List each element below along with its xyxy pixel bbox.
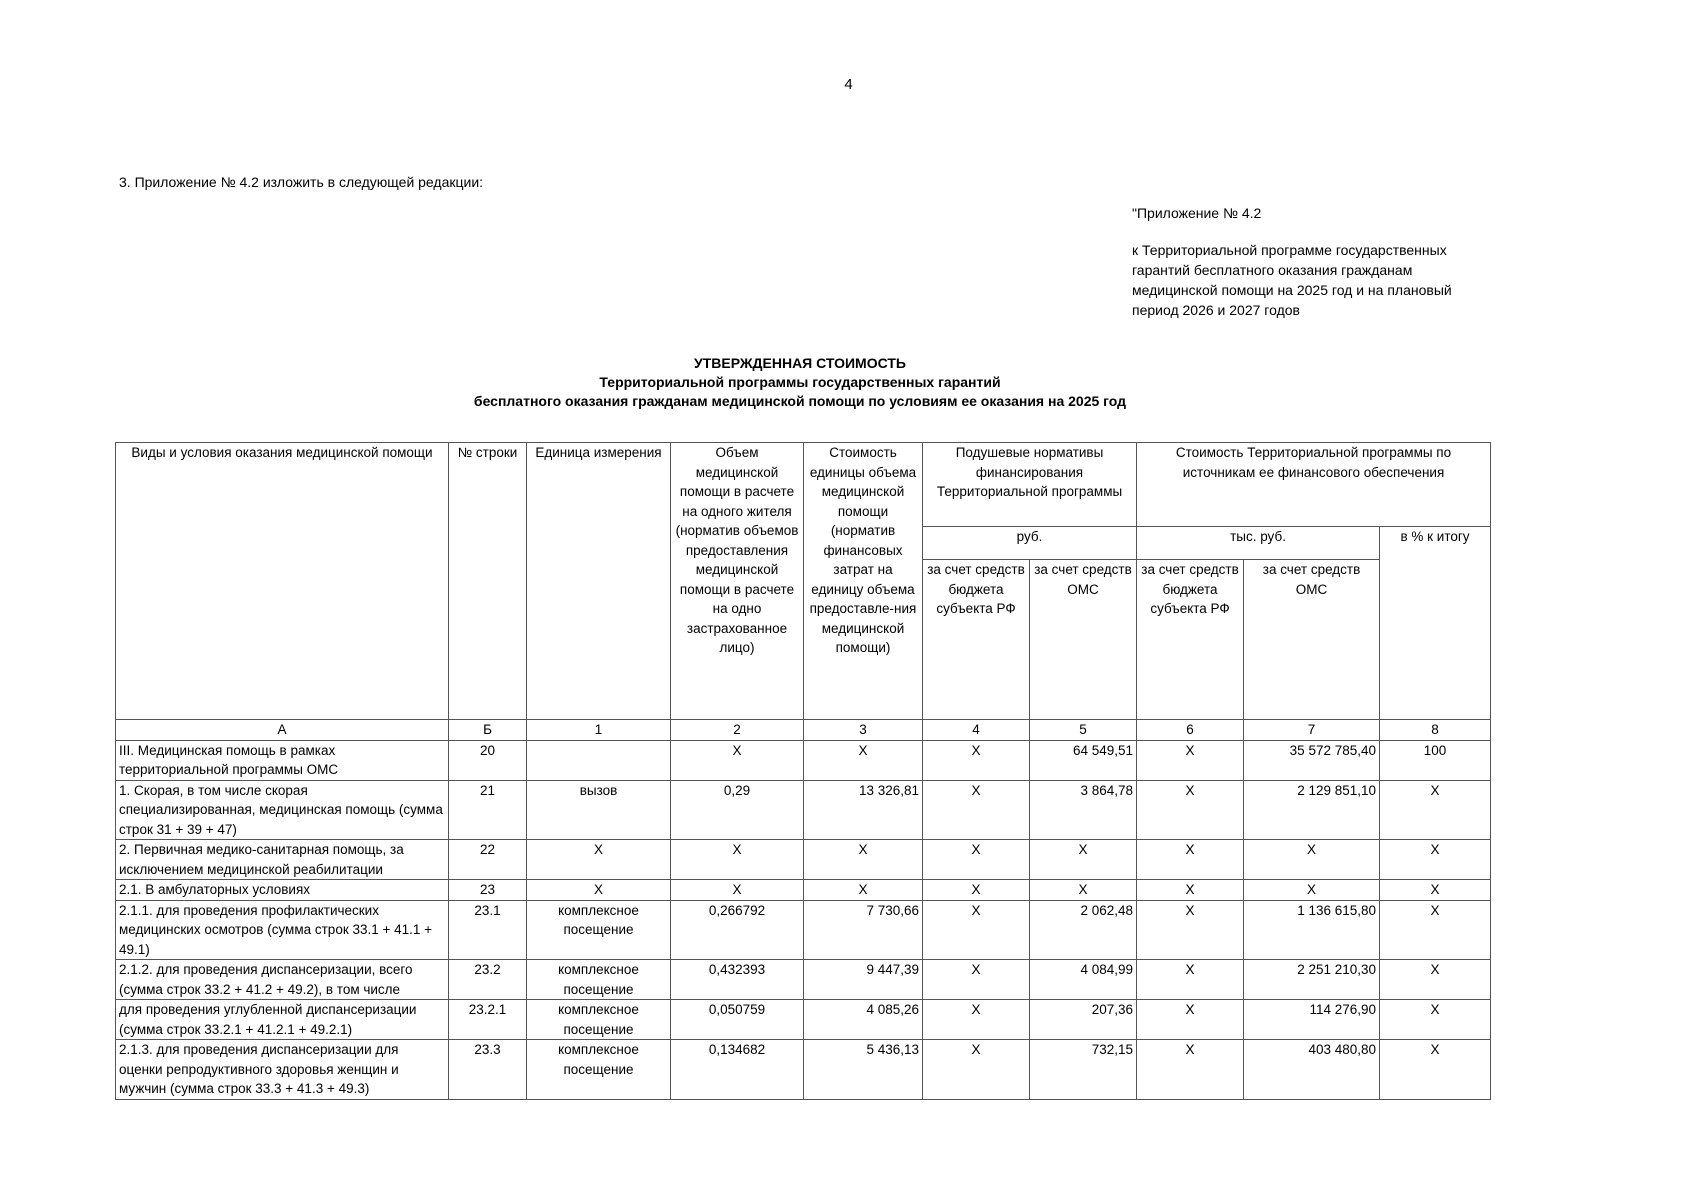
cell-percent: X bbox=[1380, 880, 1491, 901]
cell-oms-per-capita: 64 549,51 bbox=[1030, 740, 1137, 780]
cell-budget-total: X bbox=[1137, 740, 1244, 780]
cell-percent: X bbox=[1380, 1000, 1491, 1040]
cell-num: 22 bbox=[449, 840, 527, 880]
cell-budget-total: X bbox=[1137, 880, 1244, 901]
cell-oms-total: 2 129 851,10 bbox=[1244, 780, 1380, 840]
cell-unit-cost: 7 730,66 bbox=[804, 900, 923, 960]
cell-num: 23.2 bbox=[449, 960, 527, 1000]
cell-budget-per-capita: X bbox=[923, 900, 1030, 960]
index-cell: 1 bbox=[527, 720, 671, 741]
page-number: 4 bbox=[844, 76, 853, 93]
cell-budget-total: X bbox=[1137, 780, 1244, 840]
cell-oms-total: 35 572 785,40 bbox=[1244, 740, 1380, 780]
cell-unit bbox=[527, 740, 671, 780]
cell-name: для проведения углубленной диспансеризации (сумма строк 33.2.1 + 41.2.1 + 49.2.1) bbox=[116, 1000, 449, 1040]
cell-oms-total: 114 276,90 bbox=[1244, 1000, 1380, 1040]
cell-budget-total: X bbox=[1137, 900, 1244, 960]
heading-line-2: Территориальной программы государственных гарантий bbox=[599, 374, 1001, 390]
cell-num: 23.2.1 bbox=[449, 1000, 527, 1040]
cell-unit-cost: 5 436,13 bbox=[804, 1040, 923, 1100]
intro-text: 3. Приложение № 4.2 изложить в следующей редакции: bbox=[119, 174, 484, 190]
cell-oms-per-capita: X bbox=[1030, 840, 1137, 880]
cell-oms-total: X bbox=[1244, 840, 1380, 880]
cell-percent: X bbox=[1380, 960, 1491, 1000]
appendix-line: гарантий бесплатного оказания гражданам bbox=[1132, 262, 1413, 278]
index-cell: 3 bbox=[804, 720, 923, 741]
cell-budget-per-capita: X bbox=[923, 740, 1030, 780]
cell-budget-per-capita: X bbox=[923, 1040, 1030, 1100]
header-volume: Объем медицинской помощи в расчете на одного жителя (норматив объемов предоставления медицинской помощи в расчете на одно застрахованное лицо) bbox=[671, 443, 804, 720]
cell-oms-per-capita: 2 062,48 bbox=[1030, 900, 1137, 960]
header-thous-rub: тыс. руб. bbox=[1137, 527, 1380, 560]
cell-oms-per-capita: 4 084,99 bbox=[1030, 960, 1137, 1000]
table-row bbox=[116, 840, 1491, 880]
cell-volume: 0,050759 bbox=[671, 1000, 804, 1040]
header-unit: Единица измерения bbox=[527, 443, 671, 720]
cell-oms-per-capita: 3 864,78 bbox=[1030, 780, 1137, 840]
cell-unit: комплексное посещение bbox=[527, 960, 671, 1000]
cell-unit: X bbox=[527, 840, 671, 880]
index-cell: 5 bbox=[1030, 720, 1137, 741]
index-cell: Б bbox=[449, 720, 527, 741]
cell-budget-per-capita: X bbox=[923, 780, 1030, 840]
cell-budget-per-capita: X bbox=[923, 840, 1030, 880]
appendix-line: медицинской помощи на 2025 год и на плановый bbox=[1132, 282, 1452, 298]
cell-name: 2.1.3. для проведения диспансеризации для оценки репродуктивного здоровья женщин и мужчин (сумма строк 33.3 + 41.3 + 49.3) bbox=[116, 1040, 449, 1100]
document-heading bbox=[0, 354, 1600, 411]
cell-unit-cost: 4 085,26 bbox=[804, 1000, 923, 1040]
header-oms-per-capita: за счет средств ОМС bbox=[1030, 560, 1137, 720]
cell-budget-total: X bbox=[1137, 840, 1244, 880]
cell-name: 1. Скорая, в том числе скорая специализированная, медицинская помощь (сумма строк 31 + 39 + 47) bbox=[116, 780, 449, 840]
cell-unit: вызов bbox=[527, 780, 671, 840]
table-row bbox=[116, 960, 1491, 1000]
cell-budget-per-capita: X bbox=[923, 880, 1030, 901]
header-row-number: № строки bbox=[449, 443, 527, 720]
header-cost-group: Стоимость Территориальной программы по источникам ее финансового обеспечения bbox=[1137, 443, 1491, 527]
cost-table bbox=[115, 442, 1491, 1100]
cell-oms-total: 1 136 615,80 bbox=[1244, 900, 1380, 960]
index-cell: А bbox=[116, 720, 449, 741]
index-cell: 4 bbox=[923, 720, 1030, 741]
cell-percent: X bbox=[1380, 780, 1491, 840]
cell-percent: X bbox=[1380, 840, 1491, 880]
cell-num: 23.3 bbox=[449, 1040, 527, 1100]
cell-volume: X bbox=[671, 880, 804, 901]
appendix-line: период 2026 и 2027 годов bbox=[1132, 302, 1300, 318]
heading-line-3: бесплатного оказания гражданам медицинской помощи по условиям ее оказания на 2025 год bbox=[473, 393, 1127, 409]
header-budget-total: за счет средств бюджета субъекта РФ bbox=[1137, 560, 1244, 720]
header-per-capita-group: Подушевые нормативы финансирования Территориальной программы bbox=[923, 443, 1137, 527]
cell-oms-total: 403 480,80 bbox=[1244, 1040, 1380, 1100]
cell-volume: X bbox=[671, 840, 804, 880]
cell-percent: 100 bbox=[1380, 740, 1491, 780]
cell-name: 2.1.2. для проведения диспансеризации, всего (сумма строк 33.2 + 41.2 + 49.2), в том числе bbox=[116, 960, 449, 1000]
appendix-line: к Территориальной программе государственных bbox=[1132, 242, 1447, 258]
cell-unit: комплексное посещение bbox=[527, 1000, 671, 1040]
cell-budget-total: X bbox=[1137, 1040, 1244, 1100]
appendix-title: "Приложение № 4.2 bbox=[1132, 205, 1262, 221]
cell-budget-total: X bbox=[1137, 960, 1244, 1000]
cell-unit: X bbox=[527, 880, 671, 901]
table-row bbox=[116, 880, 1491, 901]
cell-unit-cost: X bbox=[804, 740, 923, 780]
cell-budget-per-capita: X bbox=[923, 960, 1030, 1000]
cell-num: 23 bbox=[449, 880, 527, 901]
heading-line-1: УТВЕРЖДЕННАЯ СТОИМОСТЬ bbox=[694, 355, 906, 371]
header-budget-per-capita: за счет средств бюджета субъекта РФ bbox=[923, 560, 1030, 720]
cell-volume: X bbox=[671, 740, 804, 780]
cell-name: 2.1.1. для проведения профилактических медицинских осмотров (сумма строк 33.1 + 41.1 + 49.1) bbox=[116, 900, 449, 960]
cell-oms-per-capita: 207,36 bbox=[1030, 1000, 1137, 1040]
cell-volume: 0,29 bbox=[671, 780, 804, 840]
cell-oms-per-capita: X bbox=[1030, 880, 1137, 901]
cell-percent: X bbox=[1380, 1040, 1491, 1100]
cell-budget-total: X bbox=[1137, 1000, 1244, 1040]
table-row bbox=[116, 1000, 1491, 1040]
cell-oms-per-capita: 732,15 bbox=[1030, 1040, 1137, 1100]
header-kinds: Виды и условия оказания медицинской помощи bbox=[116, 443, 449, 720]
index-cell: 2 bbox=[671, 720, 804, 741]
table-row bbox=[116, 740, 1491, 780]
cell-num: 21 bbox=[449, 780, 527, 840]
cell-unit: комплексное посещение bbox=[527, 1040, 671, 1100]
table-row bbox=[116, 900, 1491, 960]
index-cell: 7 bbox=[1244, 720, 1380, 741]
cell-num: 23.1 bbox=[449, 900, 527, 960]
table-row bbox=[116, 780, 1491, 840]
column-index-row bbox=[116, 720, 1491, 741]
cell-unit-cost: 9 447,39 bbox=[804, 960, 923, 1000]
cell-oms-total: 2 251 210,30 bbox=[1244, 960, 1380, 1000]
cell-unit-cost: X bbox=[804, 880, 923, 901]
cell-name: III. Медицинская помощь в рамках территориальной программы ОМС bbox=[116, 740, 449, 780]
header-unit-cost: Стоимость единицы объема медицинской помощи (норматив финансовых затрат на единицу объема предоставле-ния медицинской помощи) bbox=[804, 443, 923, 720]
index-cell: 8 bbox=[1380, 720, 1491, 741]
cell-volume: 0,134682 bbox=[671, 1040, 804, 1100]
cell-name: 2. Первичная медико-санитарная помощь, за исключением медицинской реабилитации bbox=[116, 840, 449, 880]
cell-num: 20 bbox=[449, 740, 527, 780]
header-percent: в % к итогу bbox=[1380, 527, 1491, 720]
cell-budget-per-capita: X bbox=[923, 1000, 1030, 1040]
appendix-block bbox=[1132, 203, 1452, 320]
cell-volume: 0,266792 bbox=[671, 900, 804, 960]
header-oms-total: за счет средств ОМС bbox=[1244, 560, 1380, 720]
cell-percent: X bbox=[1380, 900, 1491, 960]
cell-name: 2.1. В амбулаторных условиях bbox=[116, 880, 449, 901]
cell-volume: 0,432393 bbox=[671, 960, 804, 1000]
table-row bbox=[116, 1040, 1491, 1100]
header-rub: руб. bbox=[923, 527, 1137, 560]
index-cell: 6 bbox=[1137, 720, 1244, 741]
cell-oms-total: X bbox=[1244, 880, 1380, 901]
cell-unit: комплексное посещение bbox=[527, 900, 671, 960]
cell-unit-cost: X bbox=[804, 840, 923, 880]
cell-unit-cost: 13 326,81 bbox=[804, 780, 923, 840]
